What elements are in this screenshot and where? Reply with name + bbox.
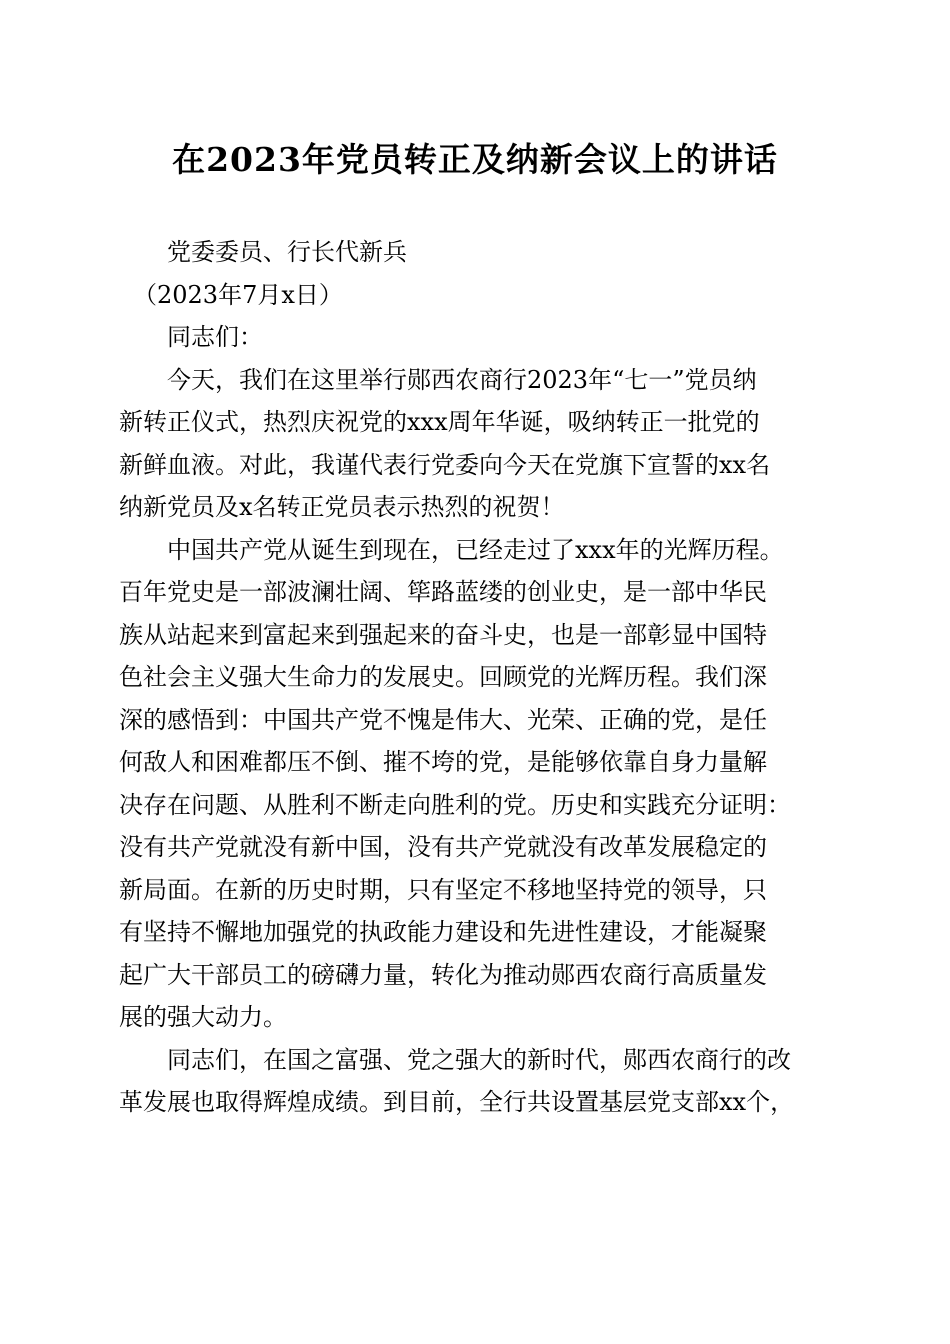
paragraph-line: 纳新党员及x名转正党员表示热烈的祝贺！ — [119, 493, 565, 521]
paragraph-line: 革发展也取得辉煌成绩。到目前，全行共设置基层党支部xx个， — [119, 1088, 795, 1116]
paragraph-line: 族从站起来到富起来到强起来的奋斗史，也是一部彰显中国特 — [119, 620, 767, 649]
paragraph-line: 决存在问题、从胜利不断走向胜利的党。历史和实践充分证明： — [119, 790, 791, 819]
date-line: （2023年7月x日） — [133, 280, 343, 309]
paragraph-line: 新局面。在新的历史时期，只有坚定不移地坚持党的领导，只 — [119, 875, 767, 904]
paragraph-2 — [119, 529, 831, 1039]
paragraph-line: 新鲜血液。对此，我谨代表行党委向今天在党旗下宣誓的xx名 — [119, 450, 771, 479]
paragraph-line: 色社会主义强大生命力的发展史。回顾党的光辉历程。我们深 — [119, 663, 767, 691]
document-title: 在2023年党员转正及纳新会议上的讲话 — [172, 140, 778, 179]
paragraph-line: 有坚持不懈地加强党的执政能力建设和先进性建设，才能凝聚 — [119, 918, 767, 946]
paragraph-line: 新转正仪式，热烈庆祝党的xxx周年华诞，吸纳转正一批党的 — [119, 408, 760, 436]
paragraph-line: 何敌人和困难都压不倒、摧不垮的党，是能够依靠自身力量解 — [119, 748, 767, 776]
paragraph-line: 深的感悟到：中国共产党不愧是伟大、光荣、正确的党，是任 — [119, 705, 767, 734]
paragraph-3 — [119, 1039, 831, 1124]
salutation: 同志们： — [167, 323, 263, 351]
speaker-line: 党委委员、行长代新兵 — [167, 238, 407, 266]
paragraph-line: 百年党史是一部波澜壮阔、筚路蓝缕的创业史，是一部中华民 — [119, 578, 767, 606]
paragraph-line: 起广大干部员工的磅礴力量，转化为推动郧西农商行高质量发 — [119, 960, 767, 989]
paragraph-line: 中国共产党从诞生到现在，已经走过了xxx年的光辉历程。 — [167, 535, 784, 564]
paragraph-line: 同志们，在国之富强、党之强大的新时代，郧西农商行的改 — [167, 1045, 791, 1074]
paragraph-line: 今天，我们在这里举行郧西农商行2023年“七一”党员纳 — [167, 365, 757, 394]
paragraph-1 — [119, 359, 831, 529]
document-body — [119, 231, 831, 1124]
paragraph-line: 展的强大动力。 — [119, 1003, 287, 1031]
paragraph-line: 没有共产党就没有新中国，没有共产党就没有改革发展稳定的 — [119, 833, 767, 861]
